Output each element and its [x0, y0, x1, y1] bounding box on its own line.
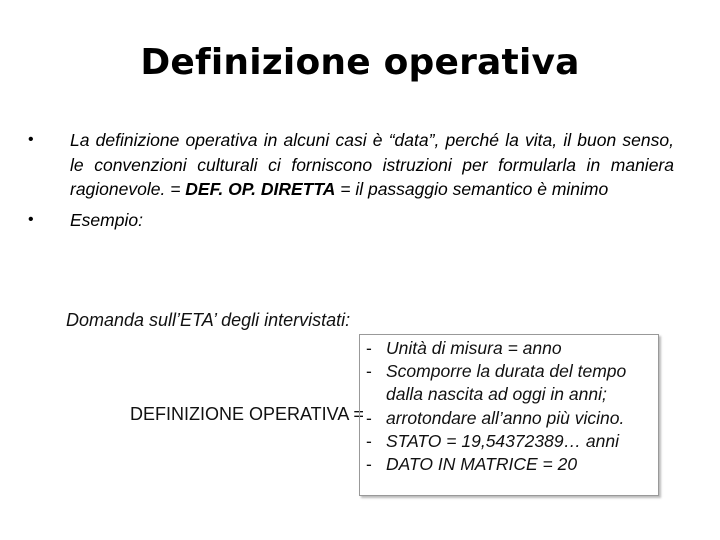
- bullet-dot-icon: •: [28, 210, 34, 228]
- definition-item: [366, 453, 652, 476]
- definition-item: [366, 407, 652, 430]
- slide-title: Definizione operativa: [140, 42, 580, 83]
- dash-marker: -: [366, 407, 372, 428]
- definition-item-text: STATO = 19,54372389… anni: [386, 430, 620, 451]
- definition-item-text: Unità di misura = anno: [386, 338, 562, 358]
- bullet-text-part: La definizione operativa in alcuni casi è “data”, perché la vita, il buon senso, le convenzioni culturali ci forniscono istruzioni per formularla in maniera ragionevole. =: [70, 130, 674, 199]
- definition-label: DEFINIZIONE OPERATIVA =: [130, 404, 364, 424]
- dash-marker: -: [366, 338, 372, 358]
- bullet-item: [28, 208, 674, 233]
- definition-item: [366, 383, 652, 406]
- definition-box: [359, 334, 659, 496]
- bullet-bold-text: DEF. OP. DIRETTA: [185, 179, 336, 199]
- question-label: Domanda sull’ETA’ degli intervistati:: [66, 310, 351, 330]
- definition-item: [366, 337, 652, 360]
- bullet-dot-icon: •: [28, 131, 34, 148]
- bullet-list: [28, 128, 674, 238]
- dash-marker: -: [366, 454, 372, 475]
- definition-item-text: dalla nascita ad oggi in anni;: [386, 384, 607, 405]
- bullet-item: [28, 128, 674, 202]
- definition-item-text: Scomporre la durata del tempo: [386, 361, 627, 382]
- definition-item: [366, 360, 652, 383]
- bullet-text-part: = il passaggio semantico è minimo: [335, 179, 609, 199]
- definition-item: [366, 430, 652, 453]
- definition-item-text: arrotondare all’anno più vicino.: [386, 407, 625, 428]
- dash-marker: -: [366, 361, 372, 382]
- dash-marker: -: [366, 430, 372, 451]
- bullet-text: [70, 128, 674, 202]
- definition-items: [366, 337, 652, 476]
- dash-marker: [366, 383, 386, 406]
- definition-item-text: DATO IN MATRICE = 20: [386, 454, 578, 475]
- bullet-text: Esempio:: [70, 209, 143, 230]
